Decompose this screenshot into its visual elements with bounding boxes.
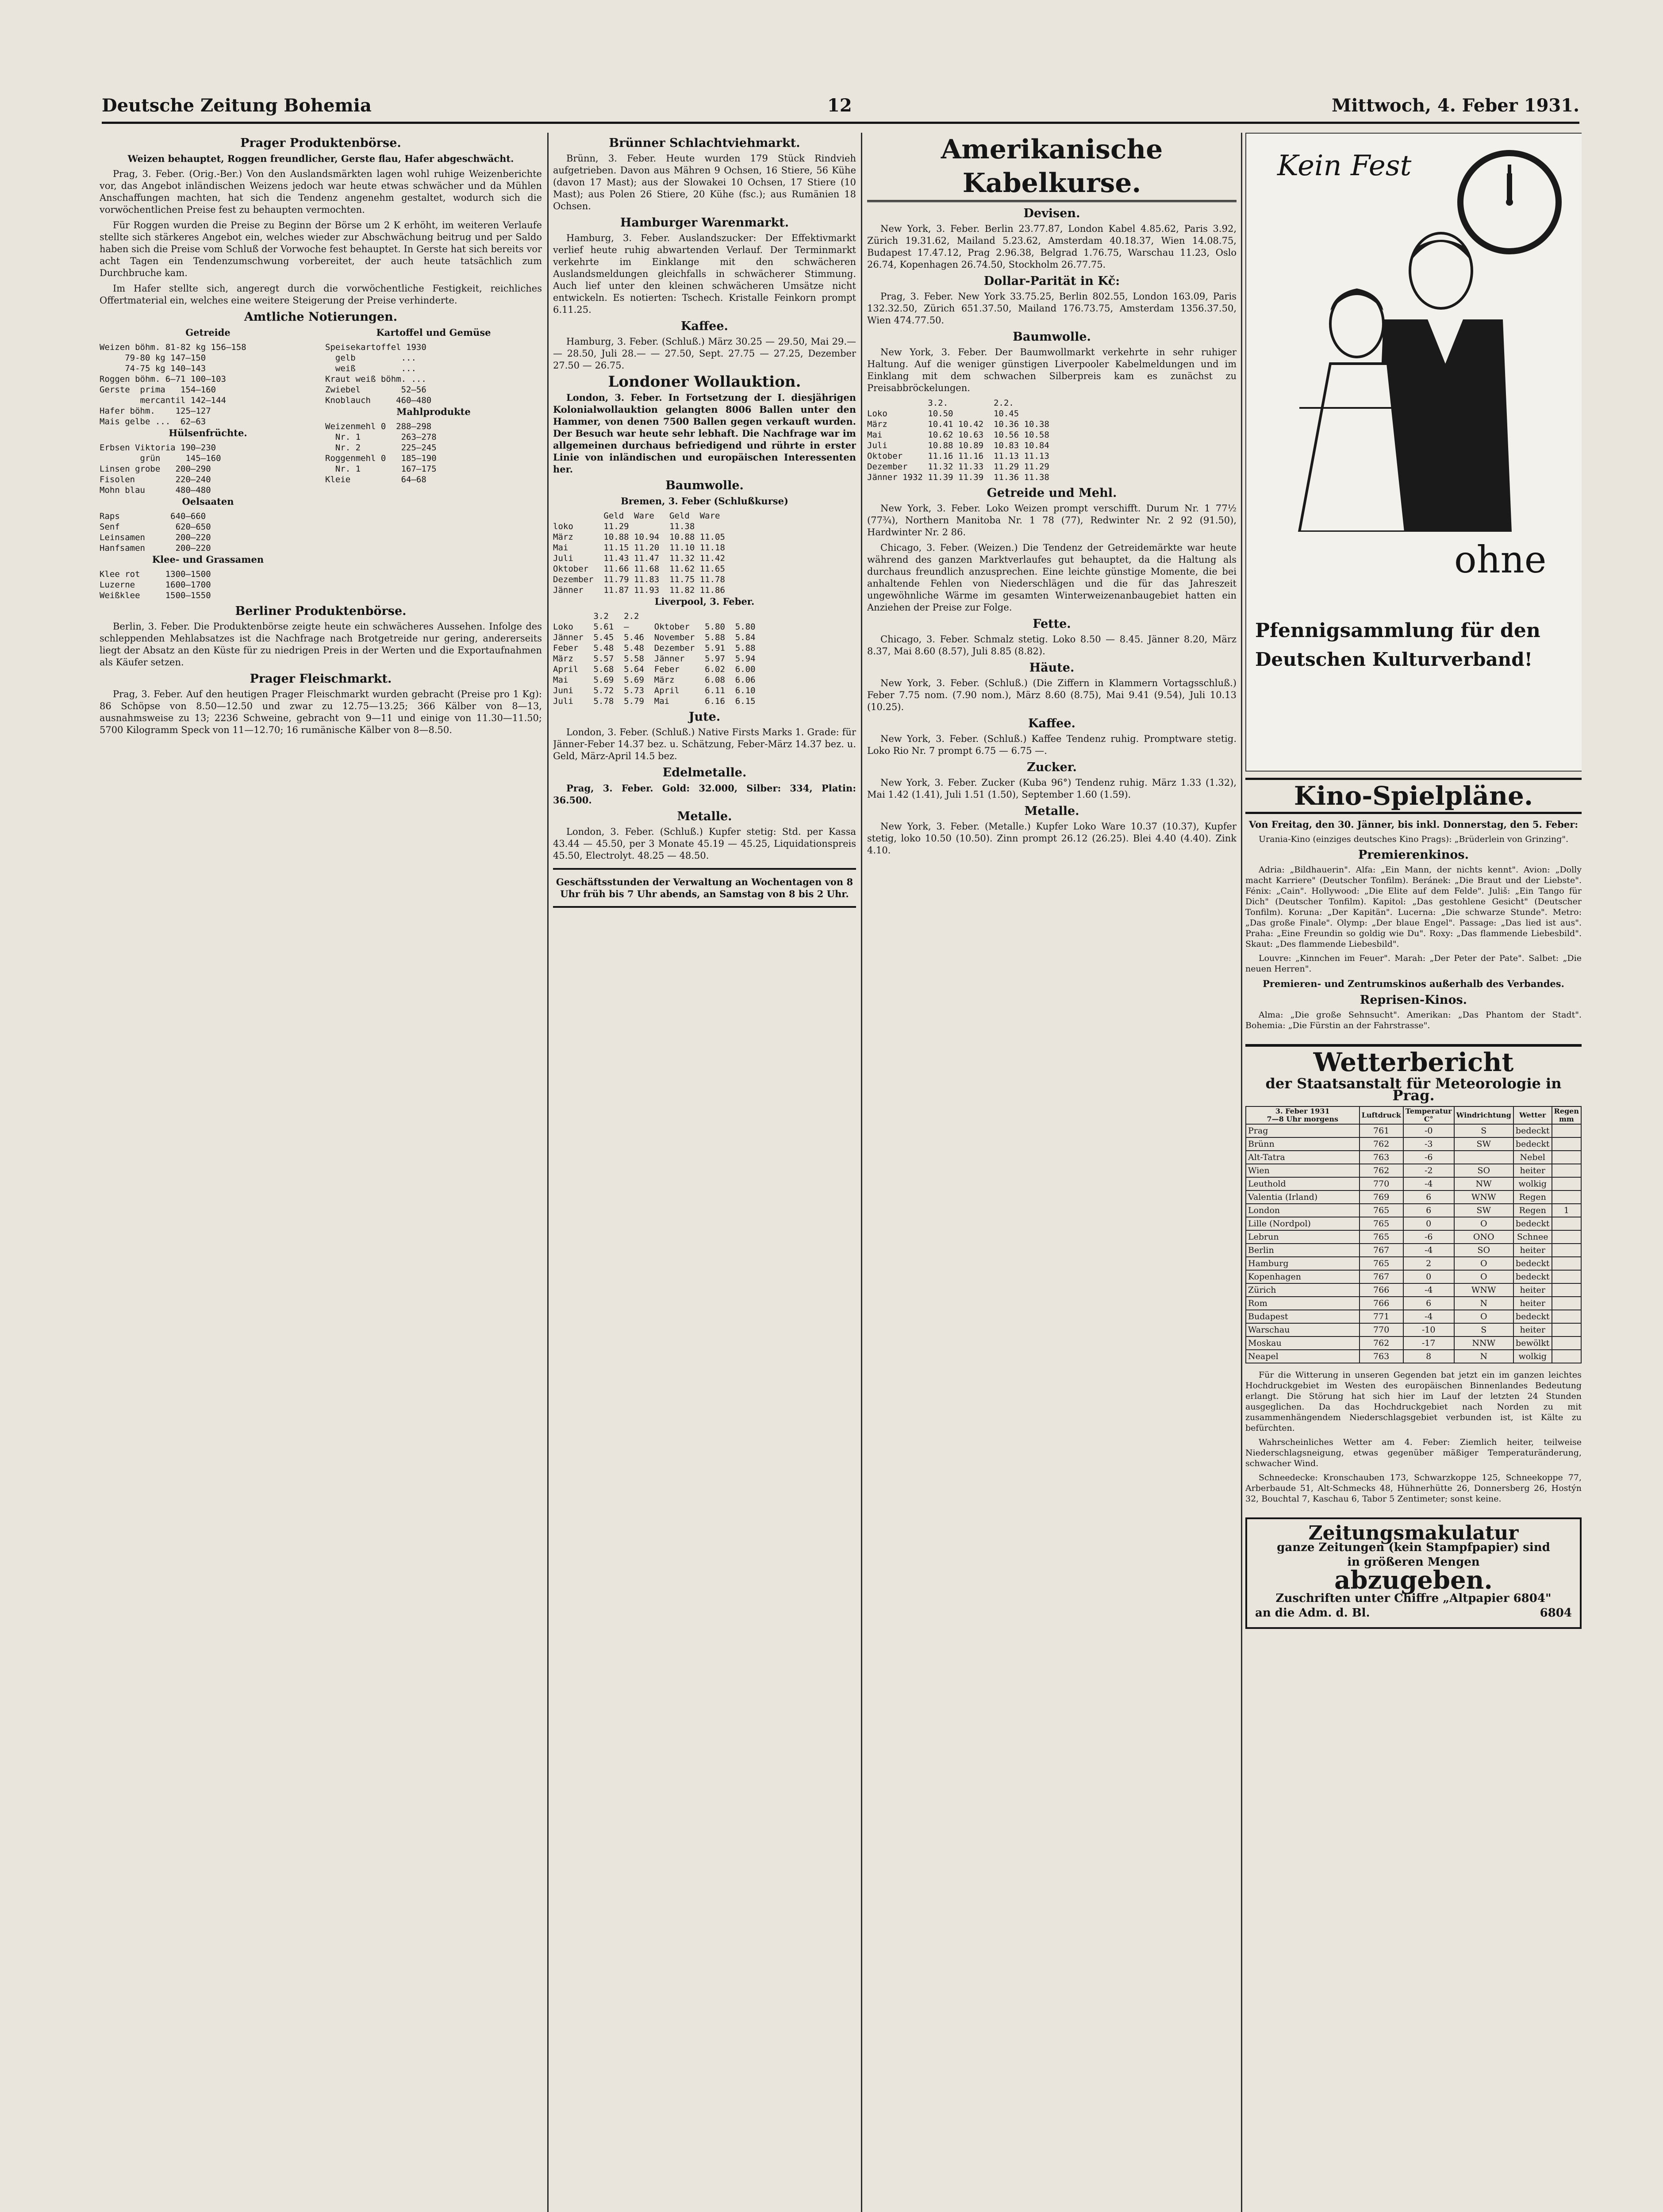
section-title-produktenboerse: Prager Produktenbörse.: [240, 136, 401, 150]
subsection-mahl: Mahlprodukte: [396, 406, 471, 417]
weather-cell: Hamburg: [1246, 1257, 1360, 1270]
weather-row: [1246, 1323, 1581, 1336]
weather-cell: bewölkt: [1513, 1336, 1552, 1350]
weather-cell: [1552, 1257, 1581, 1270]
classified-ad-line: Zuschriften unter Chiffre „Altpapier 6804": [1275, 1592, 1552, 1605]
price-table-oel: Raps 640—660 Senf 620—650 Leinsamen 200—220 Hanfsamen 200—220: [100, 511, 211, 553]
page-header: [102, 91, 1579, 124]
weather-cell: Moskau: [1246, 1336, 1360, 1350]
weather-cell: S: [1454, 1124, 1513, 1137]
weather-cell: Valentia (Irland): [1246, 1190, 1360, 1204]
wetter-subtitle: der Staatsanstalt für Meteorologie in Prag.: [1265, 1075, 1562, 1104]
article-paragraph: Chicago, 3. Feber. Schmalz stetig. Loko 8.50 — 8.45. Jänner 8.20, März 8.37, Mai 8.60 (8.57), Juli 8.85 (8.82).: [867, 634, 1237, 657]
article-paragraph: Urania-Kino (einziges deutsches Kino Prags): „Brüderlein von Grinzing".: [1259, 834, 1569, 844]
weather-cell: 765: [1360, 1204, 1403, 1217]
article-paragraph: New York, 3. Feber. Der Baumwollmarkt verkehrte in sehr ruhiger Haltung. Auf die weniger günstigen Liverpooler Kabelmeldungen und im Einklang mit dem schwachen Silberpreis kam es zunächst zu Preisabbröckelungen.: [867, 347, 1237, 393]
col-header: Luftdruck: [1360, 1106, 1403, 1124]
weather-cell: 8: [1403, 1350, 1454, 1363]
weather-cell: -4: [1403, 1310, 1454, 1323]
weather-cell: 762: [1360, 1137, 1403, 1151]
article-paragraph: Berlin, 3. Feber. Die Produktenbörse zeigte heute ein schwächeres Aussehen. Infolge des schleppenden Mehlabsatzes ist die Nachfrage nach Brotgetreide nur gering, andererseits liegt der Absatz an den Küste für zu niedrigen Preis in der Werten und die Exportaufnahmen als Käufer setzen.: [100, 621, 542, 668]
classified-ad-emphasis: abzugeben.: [1334, 1566, 1493, 1595]
ad-ohne: ohne: [1454, 538, 1547, 581]
weather-cell: NW: [1454, 1177, 1513, 1190]
article-paragraph: London, 3. Feber. (Schluß.) Native Firsts Marks 1. Grade: für Jänner-Feber 14.37 bez. u. Schätzung, Feber-März 14.37 bez. u. Geld, März-April 14.5 bez.: [553, 727, 856, 761]
price-table-baumwolle-ny: 3.2. 2.2. Loko 10.50 10.45 März 10.41 10.42 10.36 10.38 Mai 10.62 10.63 10.56 10.58 Juli 10.88 10.89 10.83 10.84 Oktober 11.16 11.16 11.13 11.13 Dezember 11.32 11.33 11.29 11.29 Jänner 1932 11.39 11.39 11.36 11.38: [867, 398, 1049, 482]
weather-cell: 770: [1360, 1177, 1403, 1190]
weather-cell: Lebrun: [1246, 1230, 1360, 1244]
weather-cell: 765: [1360, 1257, 1403, 1270]
weather-date: 3. Feber 1931: [1275, 1107, 1330, 1115]
weather-cell: 6: [1403, 1204, 1454, 1217]
ad-line-1: Pfennigsammlung für den: [1255, 619, 1540, 642]
article-paragraph: Für Roggen wurden die Preise zu Beginn der Börse um 2 K erhöht, im weiteren Verlaufe stellte sich stärkeres Angebot ein, welches wieder zur Abschwächung beitrug und per Saldo haben sich die Preise vom Schluß der Vorwoche fest behauptet. In Gerste hat sich bereits vor acht Tagen ein Tendenzumschwung vorbereitet, der auch heute tatsächlich zum Durchbruche kam.: [100, 220, 542, 278]
section-title-baumwolle-ny: Baumwolle.: [1013, 330, 1091, 344]
section-title-kino: Kino-Spielpläne.: [1245, 778, 1582, 814]
weather-cell: -2: [1403, 1164, 1454, 1177]
weather-cell: [1552, 1177, 1581, 1190]
weather-cell: 765: [1360, 1217, 1403, 1230]
weather-cell: heiter: [1513, 1323, 1552, 1336]
classified-ad-title: Zeitungsmakulatur: [1308, 1522, 1519, 1544]
article-paragraph: New York, 3. Feber. Zucker (Kuba 96°) Tendenz ruhig. März 1.33 (1.32), Mai 1.42 (1.41), Juli 1.51 (1.50), September 1.60 (1.59).: [867, 777, 1237, 800]
article-paragraph: Prag, 3. Feber. Auf den heutigen Prager Fleischmarkt wurden gebracht (Preise pro 1 Kg): 86 Schöpse von 8.50—12.50 und zwar zu 12.75—13.25; 366 Kälber von 8—13, ausnahmsweise zu 13; 2236 Schweine, gebracht von 9—11 und einige von 11.30—11.50; 5700 Kilogramm Speck von 11—12.70; 16 rumänische Kälber von 8—8.50.: [100, 689, 542, 735]
weather-cell: [1552, 1350, 1581, 1363]
weather-cell: bedeckt: [1513, 1310, 1552, 1323]
price-table-kartoffel: Speisekartoffel 1930 gelb ... weiß ... Kraut weiß böhm. ... Zwiebel 52—56 Knoblauch 460—480: [325, 342, 432, 405]
column-rule: [1241, 133, 1242, 2212]
weather-cell: wolkig: [1513, 1177, 1552, 1190]
weather-cell: Regen: [1513, 1204, 1552, 1217]
weather-cell: [1552, 1310, 1581, 1323]
weather-cell: [1552, 1151, 1581, 1164]
weather-cell: Budapest: [1246, 1310, 1360, 1323]
section-title-jute: Jute.: [688, 710, 721, 724]
weather-cell: 762: [1360, 1164, 1403, 1177]
article-paragraph: Hamburg, 3. Feber. (Schluß.) März 30.25 — 29.50, Mai 29.— — 28.50, Juli 28.— — 27.50, Sept. 27.75 — 27.25, Dezember 27.50 — 26.75.: [553, 336, 856, 371]
weather-cell: Regen: [1513, 1190, 1552, 1204]
weather-row: [1246, 1244, 1581, 1257]
weather-cell: bedeckt: [1513, 1124, 1552, 1137]
article-paragraph: Prag, 3. Feber. New York 33.75.25, Berlin 802.55, London 163.09, Paris 132.32.50, Zürich 651.37.50, Mailand 176.73.75, Amsterdam 1356.37.50, Wien 474.77.50.: [867, 291, 1237, 326]
weather-cell: [1552, 1244, 1581, 1257]
weather-cell: SO: [1454, 1244, 1513, 1257]
section-title-bruenn: Brünner Schlachtviehmarkt.: [609, 136, 800, 150]
weather-cell: 769: [1360, 1190, 1403, 1204]
article-paragraph: New York, 3. Feber. (Metalle.) Kupfer Loko Ware 10.37 (10.37), Kupfer stetig, loko 10.50 (10.50). Zinn prompt 26.12 (26.25). Blei 4.40 (4.40). Zink 4.10.: [867, 821, 1237, 856]
couple-illustration: [1273, 222, 1521, 532]
weather-cell: -10: [1403, 1323, 1454, 1336]
weather-cell: [1552, 1164, 1581, 1177]
weather-cell: 761: [1360, 1124, 1403, 1137]
kino-list: Alma: „Die große Sehnsucht". Amerikan: „Das Phantom der Stadt". Bohemia: „Die Fürstin an der Fahrstrasse".: [1245, 1010, 1582, 1030]
weather-cell: Kopenhagen: [1246, 1270, 1360, 1283]
weather-table: [1245, 1106, 1582, 1363]
subsection-klee: Klee- und Grassamen: [152, 554, 264, 565]
article-paragraph: Prag, 3. Feber. (Orig.-Ber.) Von den Auslandsmärkten lagen wohl ruhige Weizenberichte vor, das Angebot inländischen Weizens jedoch war heute etwas schwächer und da Mühlen Anschaffungen machten, hat sich die Tendenz angenehm gestaltet, wodurch sich die vorwöchentlichen Preise fest zu behaupten vermochten.: [100, 169, 542, 215]
column-rule: [861, 133, 862, 2212]
article-paragraph: New York, 3. Feber. Berlin 23.77.87, London Kabel 4.85.62, Paris 3.92, Zürich 19.31.62, Mailand 5.23.62, Amsterdam 40.18.37, Wien 14.08.75, Budapest 17.47.12, Prag 2.96.38, Belgrad 1.76.75, Warschau 11.23, Oslo 26.74, Kopenhagen 26.74.50, Stockholm 26.77.75.: [867, 223, 1237, 270]
weather-cell: N: [1454, 1297, 1513, 1310]
article-paragraph: New York, 3. Feber. (Schluß.) (Die Ziffern in Klammern Vortagsschluß.) Feber 7.75 nom. (7.90 nom.), März 8.60 (8.75), Mai 9.41 (9.54), Juli 10.13 (10.25).: [867, 678, 1237, 712]
section-title-dollar: Dollar-Parität in Kč:: [983, 274, 1120, 288]
section-title-metalle: Metalle.: [677, 810, 732, 823]
header-date: Mittwoch, 4. Feber 1931.: [1332, 95, 1579, 116]
section-title-reprisen: Reprisen-Kinos.: [1360, 993, 1467, 1007]
weather-cell: 770: [1360, 1323, 1403, 1336]
weather-row: [1246, 1336, 1581, 1350]
weather-row: [1246, 1257, 1581, 1270]
weather-cell: 766: [1360, 1297, 1403, 1310]
weather-cell: 6: [1403, 1297, 1454, 1310]
kino-list: Adria: „Bildhauerin". Alfa: „Ein Mann, der nichts kennt". Avion: „Dolly macht Karriere" (Deutscher Tonfilm). Beránek: „Die Braut und der Liebste". Fénix: „Cain". Hollywood: „Die Elite auf dem Felde". Juliš: „Ein Tango für Dich" (Deutscher Tonfilm). Kapitol: „Das gestohlene Gesicht" (Deutscher Tonfilm). Koruna: „Der Kapitän". Lucerna: „Die schwarze Stunde". Metro: „Das große Finale". Olymp: „Der blaue Engel". Passage: „Das lied ist aus". Praha: „Eine Freundin so goldig wie Du". Roxy: „Das flammende Liebesbild". Skaut: „Des flammende Liebesbild".: [1245, 865, 1582, 949]
section-title-wetter: Wetterbericht: [1245, 1044, 1582, 1078]
section-title-hamburg: Hamburger Warenmarkt.: [620, 216, 789, 230]
weather-cell: 771: [1360, 1310, 1403, 1323]
ad-line-2: Deutschen Kulturverband!: [1255, 649, 1533, 670]
section-title-zucker: Zucker.: [1027, 760, 1077, 774]
column-2: [553, 133, 856, 2212]
classified-ad-makulatur: [1245, 1517, 1582, 1629]
subsection-bremen: Bremen, 3. Feber (Schlußkurse): [621, 495, 788, 507]
column-1: [100, 133, 542, 2212]
section-title-kabelkurse: Amerikanische Kabelkurse.: [867, 133, 1237, 202]
section-title-metalle-ny: Metalle.: [1024, 804, 1079, 818]
section-title-premieren-2: Premieren- und Zentrumskinos außerhalb des Verbandes.: [1263, 978, 1564, 989]
weather-cell: heiter: [1513, 1283, 1552, 1297]
weather-cell: -4: [1403, 1283, 1454, 1297]
weather-cell: Prag: [1246, 1124, 1360, 1137]
weather-cell: O: [1454, 1257, 1513, 1270]
price-table-bremen: Geld Ware Geld Ware loko 11.29 11.38 März 10.88 10.94 10.88 11.05 Mai 11.15 11.20 11.10 11.18 Juli 11.43 11.47 11.32 11.42 Oktober 11.66 11.68 11.62 11.65 Dezember 11.79 11.83 11.75 11.78 Jänner 11.87 11.93 11.82 11.86: [553, 511, 725, 595]
section-title-premieren: Premierenkinos.: [1358, 848, 1469, 862]
weather-cell: Schnee: [1513, 1230, 1552, 1244]
column-4: [1245, 133, 1582, 2212]
classified-ad-number: 6804: [1540, 1606, 1572, 1620]
article-paragraph: Prag, 3. Feber. Gold: 32.000, Silber: 334, Platin: 36.500.: [553, 783, 856, 806]
weather-cell: Brünn: [1246, 1137, 1360, 1151]
weather-cell: Alt-Tatra: [1246, 1151, 1360, 1164]
article-paragraph: New York, 3. Feber. Loko Weizen prompt verschifft. Durum Nr. 1 77½ (77¾), Northern Manitoba Nr. 1 78 (77), Redwinter Nr. 2 92 (91.50), Hardwinter Nr. 2 86.: [867, 503, 1237, 538]
col-header: Wetter: [1513, 1106, 1552, 1124]
weather-cell: heiter: [1513, 1164, 1552, 1177]
weather-cell: London: [1246, 1204, 1360, 1217]
weather-cell: heiter: [1513, 1244, 1552, 1257]
weather-cell: heiter: [1513, 1297, 1552, 1310]
weather-row: [1246, 1310, 1581, 1323]
price-table-huelsen: Erbsen Viktoria 190—230 grün 145—160 Linsen grobe 200—290 Fisolen 220—240 Mohn blau 480—480: [100, 443, 221, 495]
weather-cell: Rom: [1246, 1297, 1360, 1310]
article-paragraph: Schneedecke: Kronschauben 173, Schwarzkoppe 125, Schneekoppe 77, Arberbaude 51, Alt-Schmecks 48, Hühnerhütte 26, Donnersberg 26, Hostýn 32, Bouchtal 7, Kaschau 6, Tabor 5 Zentimeter; sonst keine.: [1245, 1473, 1582, 1504]
footer-business-hours: Geschäftsstunden der Verwaltung an Wochentagen von 8 Uhr früh bis 7 Uhr abends, an Samstag von 8 bis 2 Uhr.: [556, 876, 853, 899]
header-newspaper-name: Deutsche Zeitung Bohemia: [102, 95, 372, 116]
weather-cell: 6: [1403, 1190, 1454, 1204]
column-rule: [547, 133, 549, 2212]
ad-headline: Kein Fest: [1277, 150, 1412, 182]
weather-cell: SO: [1454, 1164, 1513, 1177]
subsection-liverpool: Liverpool, 3. Feber.: [654, 596, 755, 607]
weather-time: 7—8 Uhr morgens: [1267, 1115, 1339, 1123]
weather-cell: [1552, 1190, 1581, 1204]
article-paragraph: Wahrscheinliches Wetter am 4. Feber: Ziemlich heiter, teilweise Niederschlagsneigung, etwas gegenüber mäßiger Temperaturänderung, schwacher Wind.: [1245, 1437, 1582, 1468]
price-table-getreide: Weizen böhm. 81-82 kg 156—158 79-80 kg 147—150 74-75 kg 140—143 Roggen böhm. 6—71 100—103 Gerste prima 154—160 mercantil 142—144 Hafer böhm. 125—127 Mais gelbe ... 62—63: [100, 342, 246, 426]
price-table-klee: Klee rot 1300—1500 Luzerne 1600—1700 Weißklee 1500—1550: [100, 569, 211, 600]
weather-cell: [1552, 1336, 1581, 1350]
weather-cell: Warschau: [1246, 1323, 1360, 1336]
weather-cell: 767: [1360, 1270, 1403, 1283]
article-paragraph: London, 3. Feber. (Schluß.) Kupfer stetig: Std. per Kassa 43.44 — 45.50, per 3 Monate 45.19 — 45.25, Liquidationspreis 45.50, Electrolyt. 48.25 — 48.50.: [553, 826, 856, 861]
weather-cell: 767: [1360, 1244, 1403, 1257]
weather-cell: [1552, 1137, 1581, 1151]
weather-cell: 763: [1360, 1151, 1403, 1164]
article-paragraph: Chicago, 3. Feber. (Weizen.) Die Tendenz der Getreidemärkte war heute während des ganzen Marktverlaufes gut behauptet, da die Haltung als durchaus freundlich anzusprechen. Eine leichte günstige Momente, die bei anhaltende Fehlen von Niederschlägen und die für das Jahreszeit ungewöhnliche Wärme im gesamten Winterweizenanbaugebiet hatten ein Anziehen der Preise zur Folge.: [867, 542, 1237, 613]
weather-cell: bedeckt: [1513, 1217, 1552, 1230]
weather-cell: 762: [1360, 1336, 1403, 1350]
weather-cell: -0: [1403, 1124, 1454, 1137]
article-paragraph: Im Hafer stellte sich, angeregt durch die vorwöchentliche Festigkeit, reichliches Offertmaterial ein, welches eine weitere Steigerung der Preise verhinderte.: [100, 283, 542, 306]
section-title-fette: Fette.: [1033, 617, 1071, 631]
weather-cell: O: [1454, 1270, 1513, 1283]
weather-cell: Wien: [1246, 1164, 1360, 1177]
weather-cell: 763: [1360, 1350, 1403, 1363]
weather-row: [1246, 1177, 1581, 1190]
column-3: [867, 133, 1237, 2212]
weather-row: [1246, 1190, 1581, 1204]
article-paragraph: Für die Witterung in unseren Gegenden bat jetzt ein im ganzen leichtes Hochdruckgebiet im Westen des europäischen Binnenlandes Bedeutung erlangt. Die Störung hat sich hier im Lauf der letzten 24 Stunden ausgeglichen. Da das Hochdruckgebiet nach Norden zu mit zusammenhängendem Niederschlagsgebiet verbunden ist, ist Kälte zu befürchten.: [1245, 1370, 1582, 1433]
price-table-liverpool: 3.2 2.2 Loko 5.61 — Oktober 5.80 5.80 Jänner 5.45 5.46 November 5.88 5.84 Feber 5.48 5.48 Dezember 5.91 5.88 März 5.57 5.58 Jänner 5.97 5.94 April 5.68 5.64 Feber 6.02 6.00 Mai 5.69 5.69 März 6.08 6.06 Juni 5.72 5.73 April 6.11 6.10 Juli 5.78 5.79 Mai 6.16 6.15: [553, 611, 756, 706]
weather-cell: Lille (Nordpol): [1246, 1217, 1360, 1230]
weather-cell: [1454, 1151, 1513, 1164]
weather-cell: ONO: [1454, 1230, 1513, 1244]
weather-cell: NNW: [1454, 1336, 1513, 1350]
weather-cell: SW: [1454, 1137, 1513, 1151]
header-page-number: 12: [827, 95, 852, 116]
weather-row: [1246, 1124, 1581, 1137]
weather-row: [1246, 1230, 1581, 1244]
weather-cell: [1552, 1297, 1581, 1310]
weather-cell: 1: [1552, 1204, 1581, 1217]
weather-cell: Berlin: [1246, 1244, 1360, 1257]
section-title-kaffee: Kaffee.: [681, 319, 728, 333]
subsection-huelsen: Hülsenfrüchte.: [169, 427, 247, 438]
section-title-amtliche: Amtliche Notierungen.: [244, 310, 398, 324]
weather-row: [1246, 1350, 1581, 1363]
weather-cell: -6: [1403, 1151, 1454, 1164]
section-title-devisen: Devisen.: [1023, 207, 1080, 220]
weather-cell: Zürich: [1246, 1283, 1360, 1297]
weather-cell: WNW: [1454, 1190, 1513, 1204]
weather-cell: O: [1454, 1310, 1513, 1323]
section-title-edelmetalle: Edelmetalle.: [662, 766, 747, 780]
weather-cell: 0: [1403, 1217, 1454, 1230]
section-title-fleisch: Prager Fleischmarkt.: [250, 672, 392, 686]
weather-cell: [1552, 1230, 1581, 1244]
weather-cell: -3: [1403, 1137, 1454, 1151]
weather-cell: Leuthold: [1246, 1177, 1360, 1190]
article-paragraph: New York, 3. Feber. (Schluß.) Kaffee Tendenz ruhig. Promptware stetig. Loko Rio Nr. 7 prompt 6.75 — 6.75 —.: [867, 733, 1237, 756]
weather-cell: Nebel: [1513, 1151, 1552, 1164]
weather-cell: [1552, 1217, 1581, 1230]
section-title-wollauktion: Londoner Wollauktion.: [608, 373, 801, 391]
article-paragraph: Hamburg, 3. Feber. Auslandszucker: Der Effektivmarkt verlief heute ruhig abwartenden Verlauf. Der Terminmarkt verkehrte im Einklange mit den schwächeren Auslandsmeldungen gleichfalls in schwächerer Stimmung. Auch lief unter den kleinen schwächeren Umsätze nicht entwickeln. Es notierten: Tschech. Kristalle Feinkorn prompt 6.11.25.: [553, 233, 856, 315]
weather-cell: -4: [1403, 1244, 1454, 1257]
weather-row: [1246, 1204, 1581, 1217]
article-paragraph: London, 3. Feber. In Fortsetzung der I. diesjährigen Kolonialwollauktion gelangten 8006 Ballen unter den Hammer, von denen 7500 Ballen gegen verkauft wurden. Der Besuch war heute sehr lebhaft. Die Nachfrage war im allgemeinen durchaus befriedigend und rührte in erster Linie von inländischen und europäischen Interessenten her.: [553, 392, 856, 475]
classified-ad-line: ganze Zeitungen (kein Stampfpapier) sind: [1277, 1541, 1550, 1554]
price-table-mahl: Weizenmehl 0 288—298 Nr. 1 263—278 Nr. 2 225—245 Roggenmehl 0 185—190 Nr. 1 167—175 Kleie 64—68: [325, 422, 437, 484]
weather-cell: -6: [1403, 1230, 1454, 1244]
weather-cell: N: [1454, 1350, 1513, 1363]
weather-row: [1246, 1217, 1581, 1230]
section-title-haeute: Häute.: [1029, 661, 1075, 675]
section-title-getreide-mehl: Getreide und Mehl.: [987, 486, 1117, 500]
classified-ad-line: an die Adm. d. Bl.: [1255, 1606, 1370, 1620]
weather-cell: 2: [1403, 1257, 1454, 1270]
weather-cell: Neapel: [1246, 1350, 1360, 1363]
advertisement-kulturverband: [1245, 133, 1582, 772]
classified-ad-line: in größeren Mengen: [1347, 1555, 1480, 1569]
section-title-kaffee-ny: Kaffee.: [1028, 717, 1075, 730]
weather-cell: -17: [1403, 1336, 1454, 1350]
weather-cell: -4: [1403, 1177, 1454, 1190]
weather-cell: [1552, 1283, 1581, 1297]
weather-cell: S: [1454, 1323, 1513, 1336]
kino-list: Louvre: „Kinnchen im Feuer". Marah: „Der Peter der Pate". Salbet: „Die neuen Herren".: [1245, 953, 1582, 974]
weather-cell: [1552, 1270, 1581, 1283]
subsection-oel: Oelsaaten: [182, 496, 234, 507]
section-title-berliner: Berliner Produktenbörse.: [235, 604, 407, 618]
weather-cell: [1552, 1124, 1581, 1137]
col-header: Regen mm: [1552, 1106, 1581, 1124]
weather-cell: bedeckt: [1513, 1257, 1552, 1270]
subsection-kartoffel: Kartoffel und Gemüse: [376, 327, 491, 338]
weather-row: [1246, 1137, 1581, 1151]
weather-row: [1246, 1164, 1581, 1177]
weather-cell: 766: [1360, 1283, 1403, 1297]
weather-cell: 0: [1403, 1270, 1454, 1283]
section-subtitle: Weizen behauptet, Roggen freundlicher, Gerste flau, Hafer abgeschwächt.: [127, 153, 514, 164]
subsection-getreide: Getreide: [185, 327, 230, 338]
weather-cell: O: [1454, 1217, 1513, 1230]
article-paragraph: Brünn, 3. Feber. Heute wurden 179 Stück Rindvieh aufgetrieben. Davon aus Mähren 9 Ochsen, 16 Stiere, 56 Kühe (davon 17 Mast); aus der Slowakei 10 Ochsen, 17 Stiere (10 Mast); aus Polen 26 Stiere, 20 Kühe (fsc.); aus Rumänien 18 Ochsen.: [553, 153, 856, 211]
col-header: Windrichtung: [1454, 1106, 1513, 1124]
weather-row: [1246, 1151, 1581, 1164]
kino-subtitle: Von Freitag, den 30. Jänner, bis inkl. Donnerstag, den 5. Feber:: [1248, 819, 1579, 830]
weather-cell: WNW: [1454, 1283, 1513, 1297]
weather-cell: bedeckt: [1513, 1270, 1552, 1283]
weather-row: [1246, 1297, 1581, 1310]
weather-cell: [1552, 1323, 1581, 1336]
col-header: Temperatur C°: [1403, 1106, 1454, 1124]
weather-row: [1246, 1270, 1581, 1283]
weather-cell: 765: [1360, 1230, 1403, 1244]
weather-cell: SW: [1454, 1204, 1513, 1217]
weather-cell: bedeckt: [1513, 1137, 1552, 1151]
section-title-baumwolle: Baumwolle.: [665, 479, 744, 492]
weather-cell: wolkig: [1513, 1350, 1552, 1363]
weather-row: [1246, 1283, 1581, 1297]
